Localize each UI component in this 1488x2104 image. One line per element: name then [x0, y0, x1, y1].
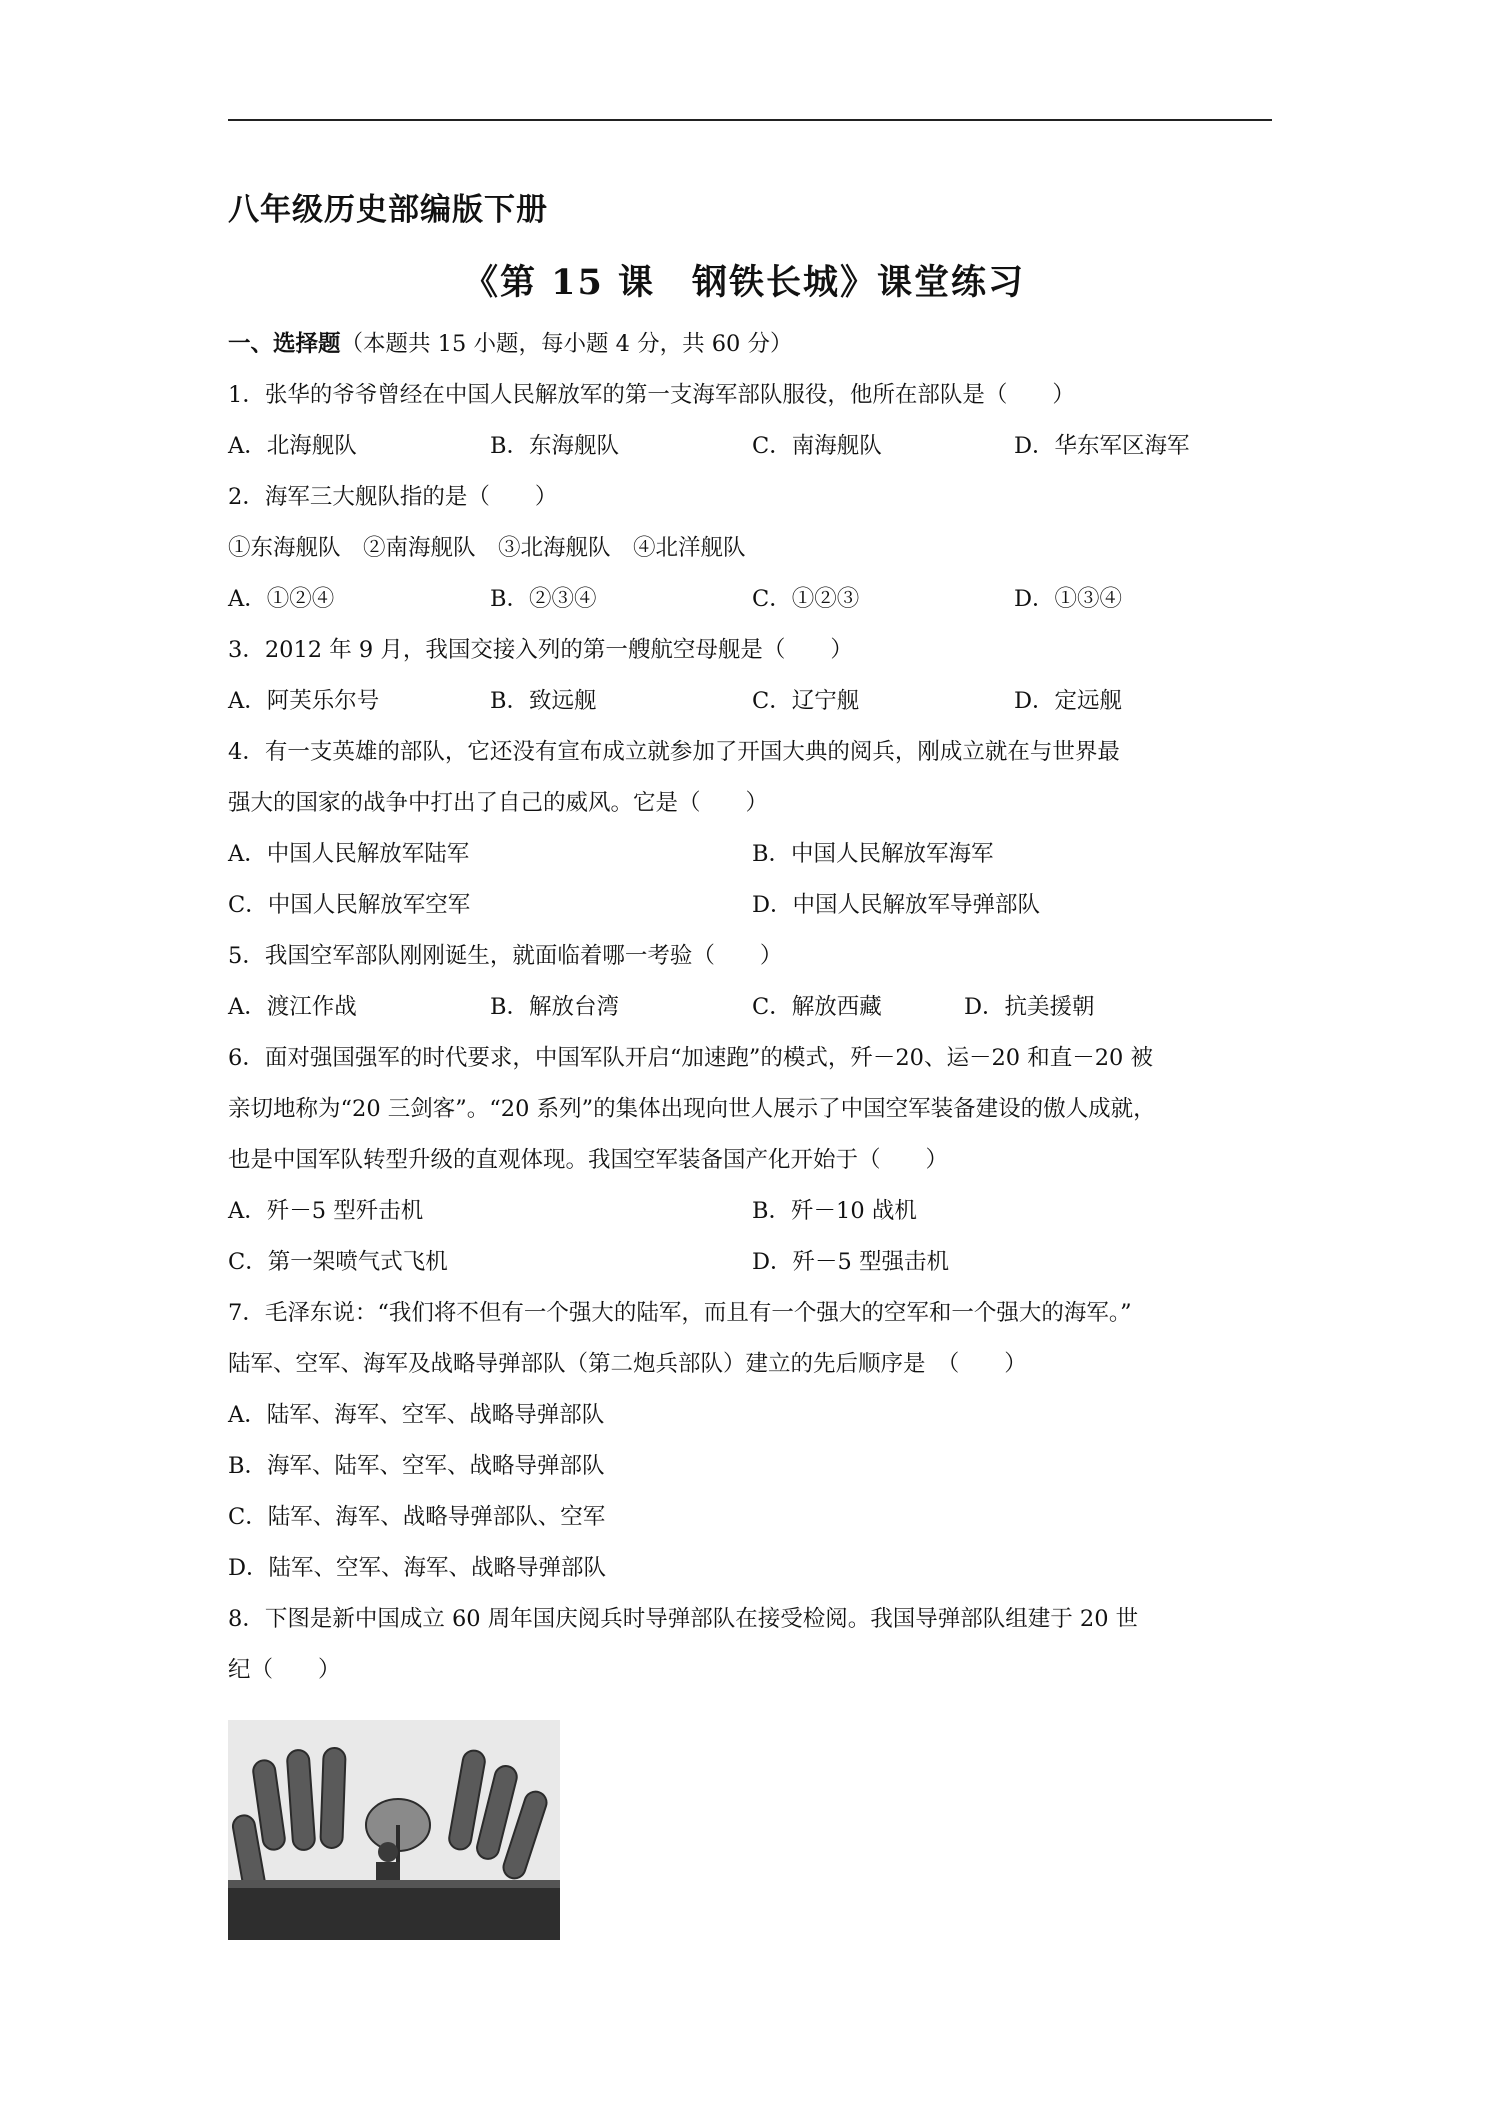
section-heading — [228, 326, 793, 358]
question-7-option-c[interactable]: C．陆军、海军、战略导弹部队、空军 — [228, 1504, 606, 1530]
doc-title: 八年级历史部编版下册 — [228, 192, 548, 228]
question-2-option-b[interactable]: B．②③④ — [490, 586, 597, 612]
question-2-line-2: ①东海舰队 ②南海舰队 ③北海舰队 ④北洋舰队 — [228, 535, 746, 561]
question-2-option-d[interactable]: D．①③④ — [1014, 586, 1123, 612]
question-7-line-2: 陆军、空军、海军及战略导弹部队（第二炮兵部队）建立的先后顺序是 （ ） — [228, 1351, 1027, 1377]
section-note: （本题共 15 小题，每小题 4 分，共 60 分） — [340, 331, 793, 357]
question-6-line-2: 亲切地称为“20 三剑客”。“20 系列”的集体出现向世人展示了中国空军装备建设的傲人成就， — [228, 1096, 1156, 1122]
question-3-option-a[interactable]: A．阿芙乐尔号 — [228, 688, 380, 714]
question-6-option-b[interactable]: B．歼－10 战机 — [752, 1198, 917, 1224]
header-rule — [228, 119, 1272, 121]
question-5-option-d[interactable]: D．抗美援朝 — [964, 994, 1095, 1020]
question-6-line-1: 6．面对强国强军的时代要求，中国军队开启“加速跑”的模式，歼－20、运－20 和直－20 被 — [228, 1045, 1154, 1071]
question-6-option-c[interactable]: C．第一架喷气式飞机 — [228, 1249, 448, 1275]
question-4-line-1: 4．有一支英雄的部队，它还没有宣布成立就参加了开国大典的阅兵，刚成立就在与世界最 — [228, 739, 1120, 765]
question-1-option-d[interactable]: D．华东军区海军 — [1014, 433, 1190, 459]
question-4-option-a[interactable]: A．中国人民解放军陆军 — [228, 841, 470, 867]
question-5-option-a[interactable]: A．渡江作战 — [228, 994, 357, 1020]
question-4-option-d[interactable]: D．中国人民解放军导弹部队 — [752, 892, 1041, 918]
section-label: 一、选择题 — [228, 331, 341, 357]
question-8-line-2: 纪（ ） — [228, 1657, 341, 1683]
question-6-option-d[interactable]: D．歼－5 型强击机 — [752, 1249, 950, 1275]
question-5-line-1: 5．我国空军部队刚刚诞生，就面临着哪一考验（ ） — [228, 943, 783, 969]
question-3-option-d[interactable]: D．定远舰 — [1014, 688, 1123, 714]
lesson-title: 《第 15 课 钢铁长城》课堂练习 — [462, 262, 1026, 303]
question-5-option-b[interactable]: B．解放台湾 — [490, 994, 620, 1020]
question-5-option-c[interactable]: C．解放西藏 — [752, 994, 882, 1020]
question-7-option-d[interactable]: D．陆军、空军、海军、战略导弹部队 — [228, 1555, 607, 1581]
question-4-line-2: 强大的国家的战争中打出了自己的威风。它是（ ） — [228, 790, 769, 816]
question-2-line-1: 2．海军三大舰队指的是（ ） — [228, 484, 558, 510]
question-7-option-b[interactable]: B．海军、陆军、空军、战略导弹部队 — [228, 1453, 605, 1479]
question-2-option-a[interactable]: A．①②④ — [228, 586, 335, 612]
question-1-line-1: 1．张华的爷爷曾经在中国人民解放军的第一支海军部队服役，他所在部队是（ ） — [228, 382, 1075, 408]
question-1-option-c[interactable]: C．南海舰队 — [752, 433, 882, 459]
question-8-line-1: 8．下图是新中国成立 60 周年国庆阅兵时导弹部队在接受检阅。我国导弹部队组建于 20 世 — [228, 1606, 1139, 1632]
question-1-option-a[interactable]: A．北海舰队 — [228, 433, 357, 459]
question-3-option-b[interactable]: B．致远舰 — [490, 688, 597, 714]
question-2-option-c[interactable]: C．①②③ — [752, 586, 860, 612]
question-4-option-c[interactable]: C．中国人民解放军空军 — [228, 892, 471, 918]
question-4-option-b[interactable]: B．中国人民解放军海军 — [752, 841, 994, 867]
question-1-option-b[interactable]: B．东海舰队 — [490, 433, 620, 459]
question-3-line-1: 3．2012 年 9 月，我国交接入列的第一艘航空母舰是（ ） — [228, 637, 853, 663]
question-6-line-3: 也是中国军队转型升级的直观体现。我国空军装备国产化开始于（ ） — [228, 1147, 949, 1173]
question-7-line-1: 7．毛泽东说：“我们将不但有一个强大的陆军，而且有一个强大的空军和一个强大的海军。” — [228, 1300, 1132, 1326]
question-7-option-a[interactable]: A．陆军、海军、空军、战略导弹部队 — [228, 1402, 605, 1428]
missile-parade-photo — [228, 1720, 560, 1940]
question-3-option-c[interactable]: C．辽宁舰 — [752, 688, 860, 714]
question-6-option-a[interactable]: A．歼－5 型歼击机 — [228, 1198, 424, 1224]
missile-launcher-icon — [228, 1720, 560, 1940]
